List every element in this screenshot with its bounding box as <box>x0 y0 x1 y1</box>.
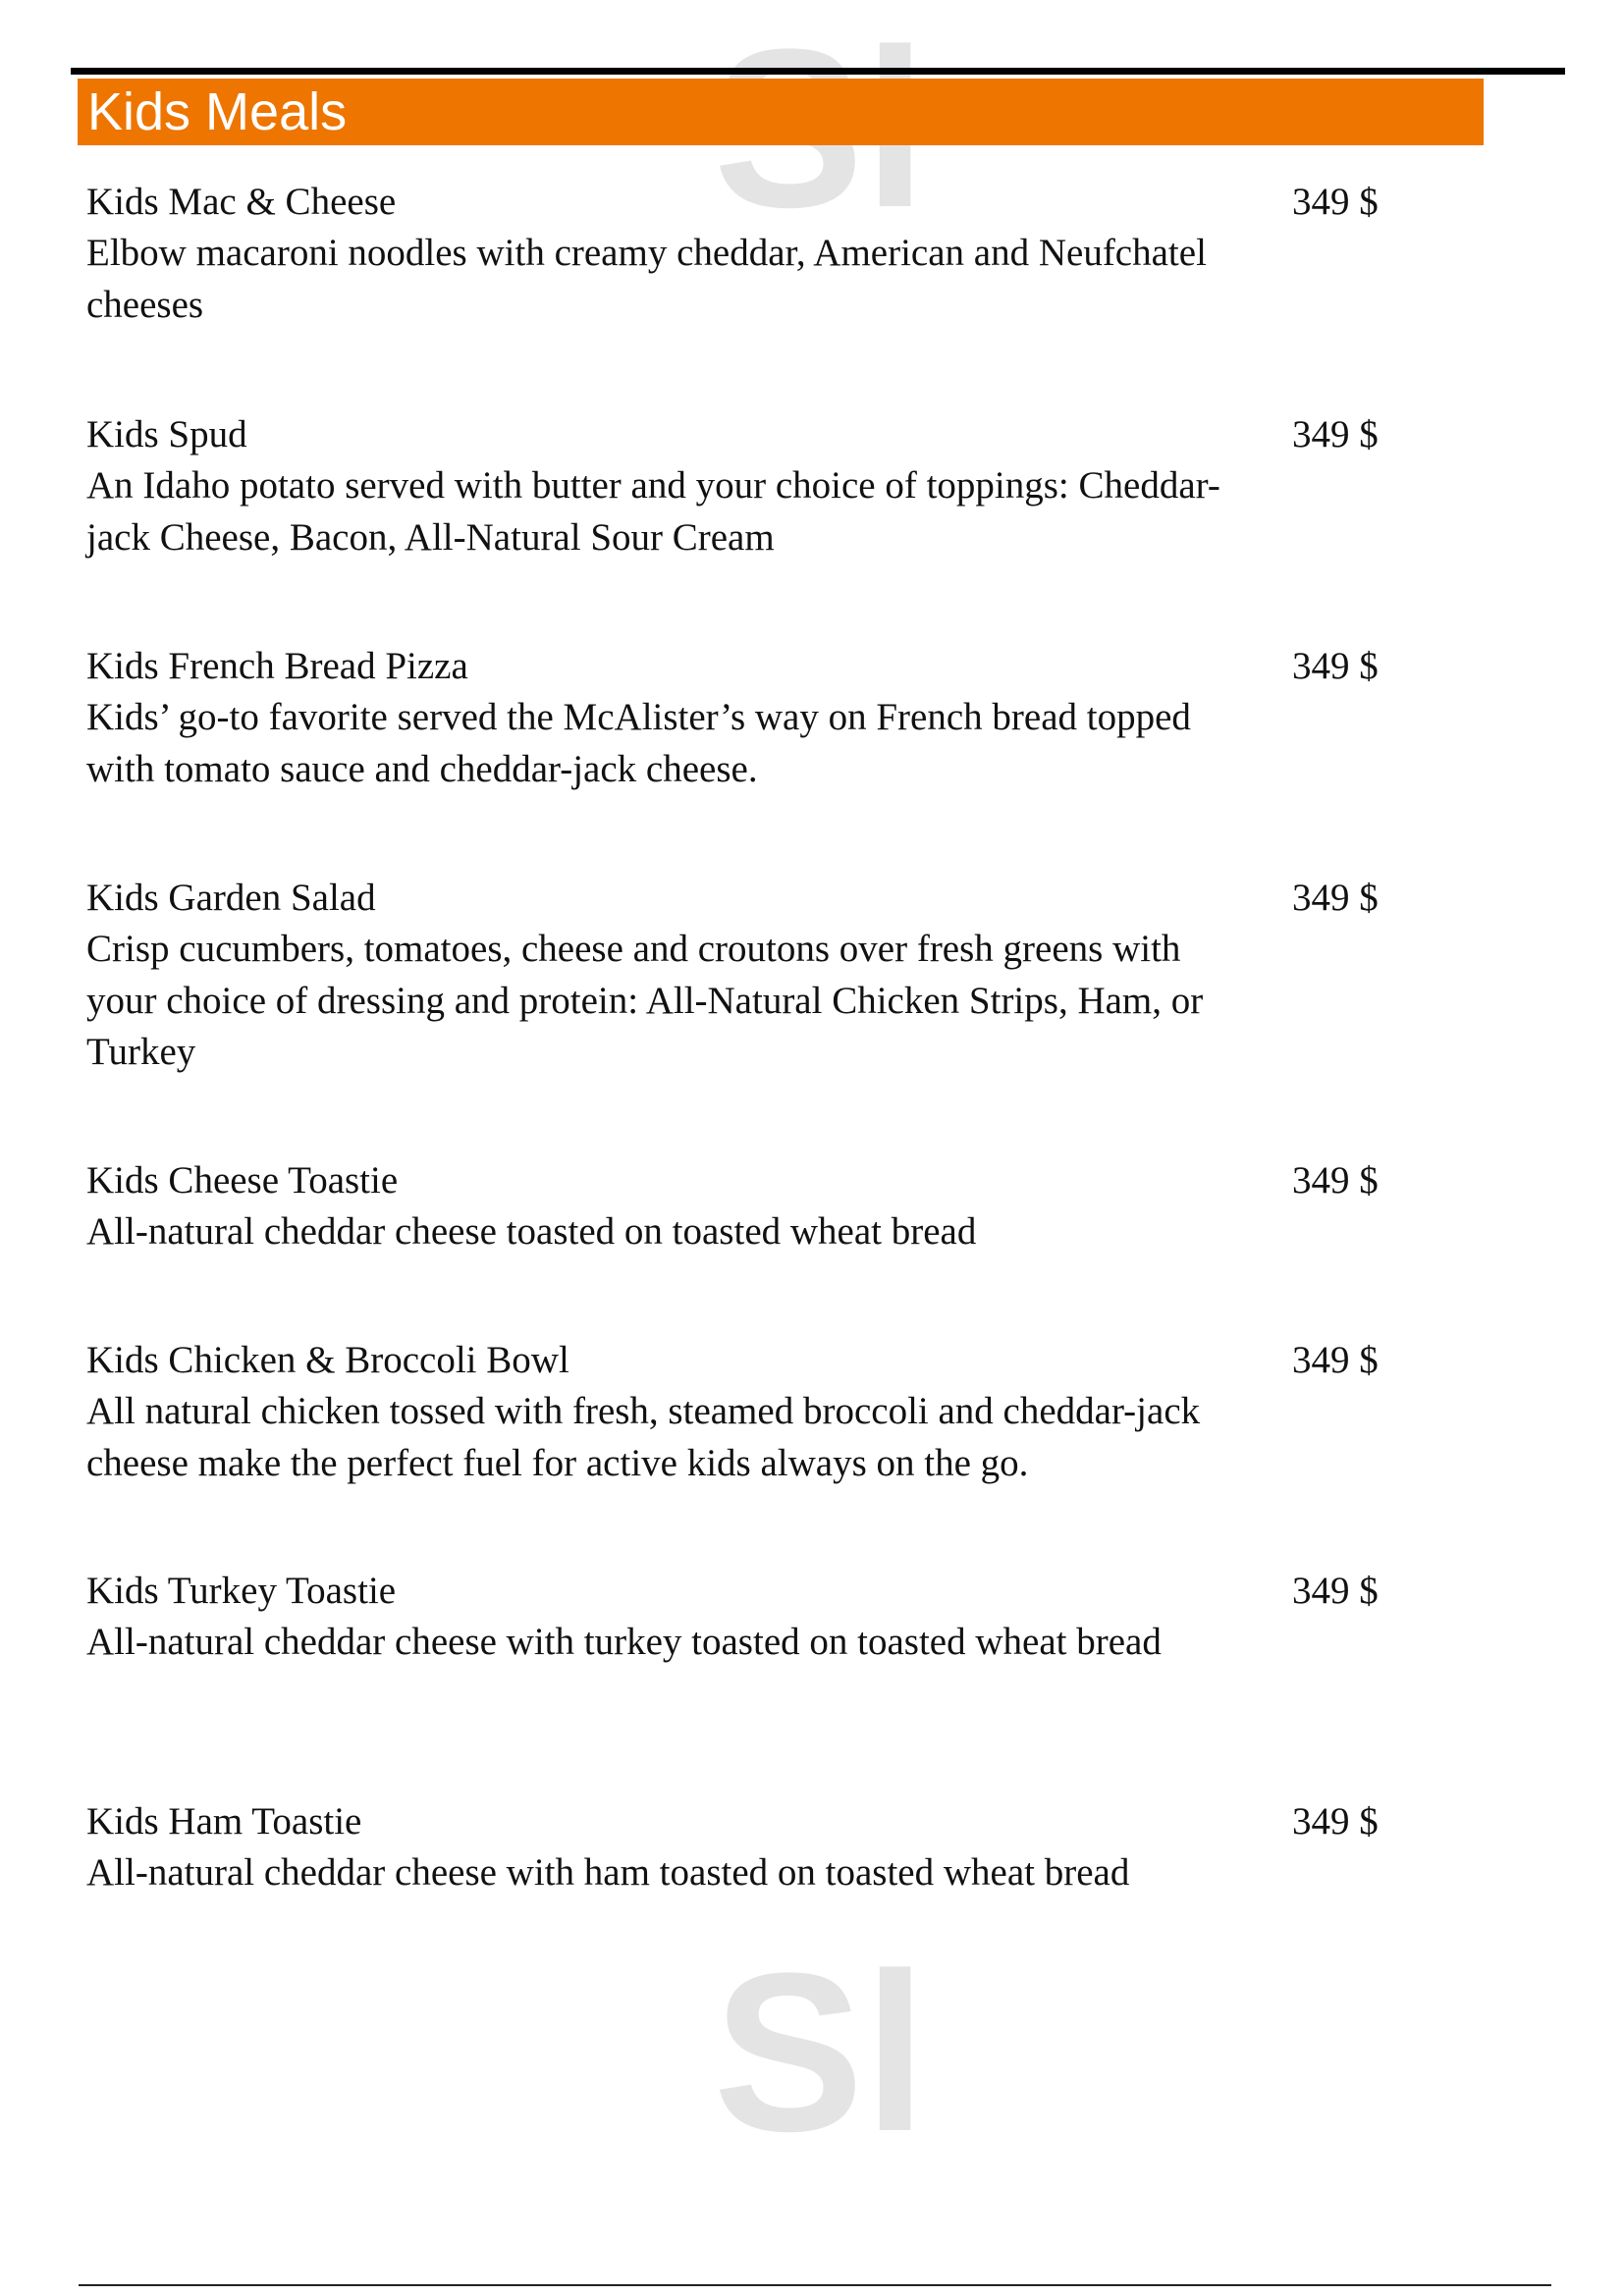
item-price: 349 $ <box>1292 181 1379 223</box>
item-description: Elbow macaroni noodles with creamy cheddar, American and Neufchatel cheeses <box>86 232 1207 326</box>
top-rule <box>71 68 1565 75</box>
item-price: 349 $ <box>1292 645 1379 687</box>
item-name: Kids Chicken & Broccoli Bowl <box>86 1339 569 1381</box>
svg-text:Sl: Sl <box>713 1963 927 2178</box>
watermark-logo <box>417 1963 1222 2258</box>
menu-item <box>86 409 1402 563</box>
menu-item <box>86 1155 1402 1258</box>
item-name: Kids Cheese Toastie <box>86 1159 399 1201</box>
menu-item <box>86 1335 1402 1489</box>
item-price: 349 $ <box>1292 1800 1379 1842</box>
svg-text:Sl: Sl <box>713 39 927 254</box>
menu-item <box>86 1796 1402 1899</box>
item-price: 349 $ <box>1292 413 1379 455</box>
menu-item <box>86 1566 1402 1669</box>
menu-item <box>86 873 1402 1079</box>
menu-item <box>86 177 1402 331</box>
item-name: Kids French Bread Pizza <box>86 645 468 687</box>
menu-item <box>86 641 1402 795</box>
item-name: Kids Ham Toastie <box>86 1800 362 1842</box>
item-price: 349 $ <box>1292 1339 1379 1381</box>
item-description: All-natural cheddar cheese toasted on toasted wheat bread <box>86 1210 977 1253</box>
section-header <box>78 79 1484 145</box>
item-name: Kids Turkey Toastie <box>86 1570 397 1612</box>
bottom-rule <box>79 2284 1551 2286</box>
item-description: Crisp cucumbers, tomatoes, cheese and croutons over fresh greens with your choice of dressing and protein: All-Natural Chicken Strips, Ham, or Turkey <box>86 928 1204 1073</box>
item-name: Kids Spud <box>86 413 247 455</box>
item-name: Kids Garden Salad <box>86 877 376 919</box>
item-price: 349 $ <box>1292 877 1379 919</box>
item-description: Kids’ go-to favorite served the McAlister’s way on French bread topped with tomato sauce and cheddar-jack cheese. <box>86 696 1191 790</box>
item-price: 349 $ <box>1292 1570 1379 1612</box>
item-description: An Idaho potato served with butter and your choice of toppings: Cheddar-jack Cheese, Bacon, All-Natural Sour Cream <box>86 464 1220 559</box>
item-price: 349 $ <box>1292 1159 1379 1201</box>
item-description: All-natural cheddar cheese with ham toasted on toasted wheat bread <box>86 1851 1130 1894</box>
section-title: Kids Meals <box>87 82 348 141</box>
item-name: Kids Mac & Cheese <box>86 181 397 223</box>
item-description: All natural chicken tossed with fresh, steamed broccoli and cheddar-jack cheese make the perfect fuel for active kids always on the go. <box>86 1390 1201 1484</box>
item-description: All-natural cheddar cheese with turkey toasted on toasted wheat bread <box>86 1621 1162 1663</box>
